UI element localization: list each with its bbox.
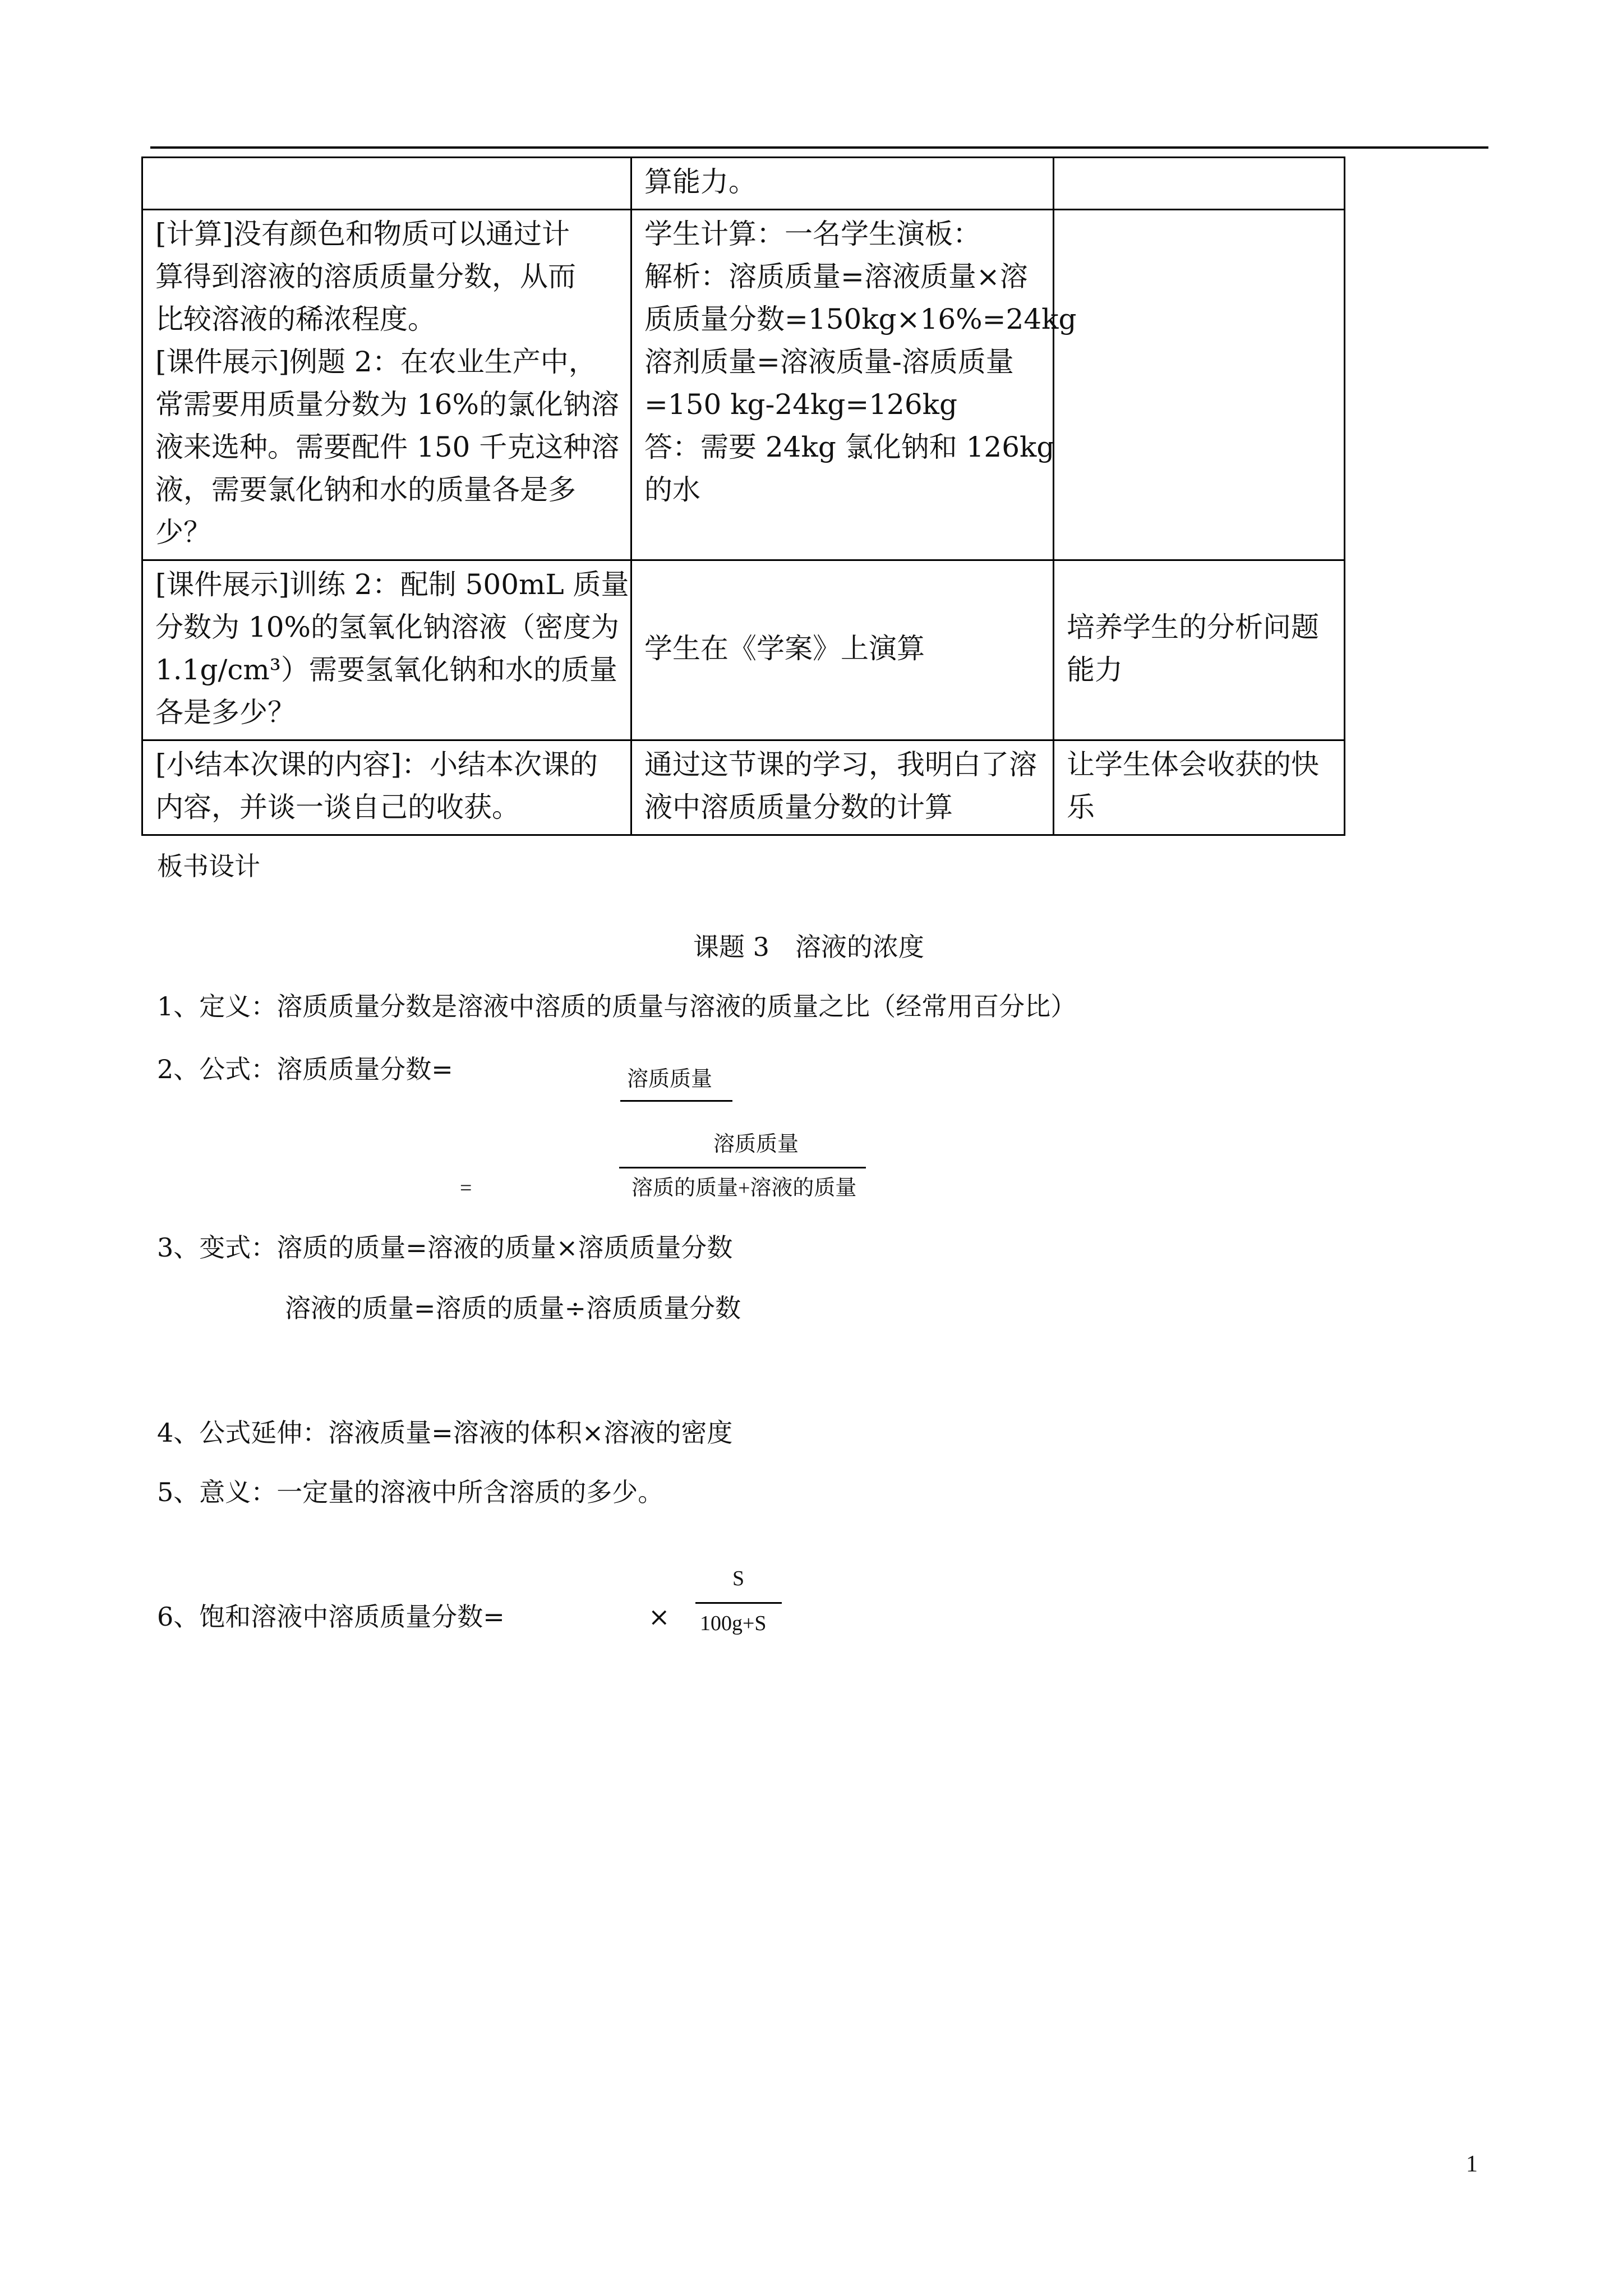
cell-text: 解析：溶质质量=溶液质量×溶 <box>644 260 1028 293</box>
lesson-table <box>141 157 1345 836</box>
cell-text: [小结本次课的内容]：小结本次课的 <box>155 748 598 781</box>
fraction-numerator: 溶质质量 <box>627 1068 713 1091</box>
formula-label: 2、公式：溶质质量分数= <box>157 1054 453 1084</box>
equals-sign: = <box>460 1176 472 1200</box>
cell-text: 学生计算：一名学生演板： <box>644 218 981 250</box>
cell-text: 少？ <box>155 516 211 549</box>
cell-text: 常需要用质量分数为 16%的氯化钠溶 <box>155 388 620 421</box>
cell-text: 培养学生的分析问题 <box>1067 611 1319 643</box>
table-cell <box>631 740 1054 835</box>
page-number: 1 <box>1466 2151 1478 2177</box>
cell-text: 能力 <box>1067 654 1123 686</box>
table-cell <box>1054 740 1345 835</box>
cell-text: 答：需要 24kg 氯化钠和 126kg <box>644 431 1055 463</box>
table-cell <box>142 158 631 210</box>
cell-text: 乐 <box>1067 791 1095 823</box>
cell-text: 内容，并谈一谈自己的收获。 <box>155 791 520 823</box>
cell-text: 算能力。 <box>644 165 757 198</box>
cell-text: 的水 <box>644 473 700 506</box>
table-cell <box>142 740 631 835</box>
cell-text: 液来选种。需要配件 150 千克这种溶 <box>155 431 620 463</box>
fraction-numerator: 溶质质量 <box>713 1133 799 1156</box>
table-cell <box>142 560 631 740</box>
meaning-line: 5、意义：一定量的溶液中所含溶质的多少。 <box>157 1477 664 1507</box>
table-cell <box>1054 158 1345 210</box>
variant-line: 溶液的质量=溶质的质量÷溶质质量分数 <box>285 1293 741 1323</box>
cell-text: 让学生体会收获的快 <box>1067 748 1319 781</box>
saturated-formula-label: 6、饱和溶液中溶质质量分数= <box>157 1602 505 1632</box>
cell-text: [课件展示]例题 2：在农业生产中， <box>155 346 597 378</box>
cell-text: 分数为 10%的氢氧化钠溶液（密度为 <box>155 611 620 643</box>
table-row <box>142 560 1345 740</box>
cell-text: 液，需要氯化钠和水的质量各是多 <box>155 473 576 506</box>
table-row <box>142 210 1345 560</box>
table-cell <box>142 210 631 560</box>
board-heading: 板书设计 <box>157 851 260 881</box>
cell-text: 比较溶液的稀浓程度。 <box>155 303 436 335</box>
cell-text: 溶剂质量=溶液质量-溶质质量 <box>644 346 1014 378</box>
extension-line: 4、公式延伸：溶液质量=溶液的体积×溶液的密度 <box>157 1418 733 1448</box>
fraction-denominator: 溶质的质量+溶液的质量 <box>631 1176 857 1200</box>
cell-text: 算得到溶液的溶质质量分数，从而 <box>155 260 576 293</box>
table-cell <box>1054 560 1345 740</box>
fraction-bar <box>620 1100 732 1102</box>
cell-text: 液中溶质质量分数的计算 <box>644 791 953 823</box>
fraction-numerator: S <box>732 1567 745 1590</box>
table-cell <box>631 560 1054 740</box>
header-rule <box>150 146 1488 149</box>
table-row <box>142 158 1345 210</box>
board-title: 课题 3 溶液的浓度 <box>693 932 924 962</box>
times-sign: × <box>648 1602 670 1632</box>
cell-text: 通过这节课的学习，我明白了溶 <box>644 748 1037 781</box>
fraction-bar <box>619 1167 866 1168</box>
table-cell <box>1054 210 1345 560</box>
cell-text: 质质量分数=150kg×16%=24kg <box>644 303 1077 335</box>
cell-text: =150 kg-24kg=126kg <box>644 388 957 421</box>
fraction-denominator: 100g+S <box>700 1612 767 1635</box>
definition-line: 1、定义：溶质质量分数是溶液中溶质的质量与溶液的质量之比（经常用百分比） <box>157 991 1077 1022</box>
fraction-bar <box>695 1602 782 1604</box>
cell-text: 各是多少？ <box>155 696 296 729</box>
cell-text: [课件展示]训练 2：配制 500mL 质量 <box>155 568 629 601</box>
table-cell <box>631 210 1077 560</box>
cell-text: 1.1g/cm³）需要氢氧化钠和水的质量 <box>155 654 617 686</box>
cell-text: [计算]没有颜色和物质可以通过计 <box>155 218 570 250</box>
table-row <box>142 740 1345 835</box>
table-cell <box>631 158 1054 210</box>
variant-line: 3、变式：溶质的质量=溶液的质量×溶质质量分数 <box>157 1232 733 1263</box>
cell-text: 学生在《学案》上演算 <box>644 632 925 665</box>
